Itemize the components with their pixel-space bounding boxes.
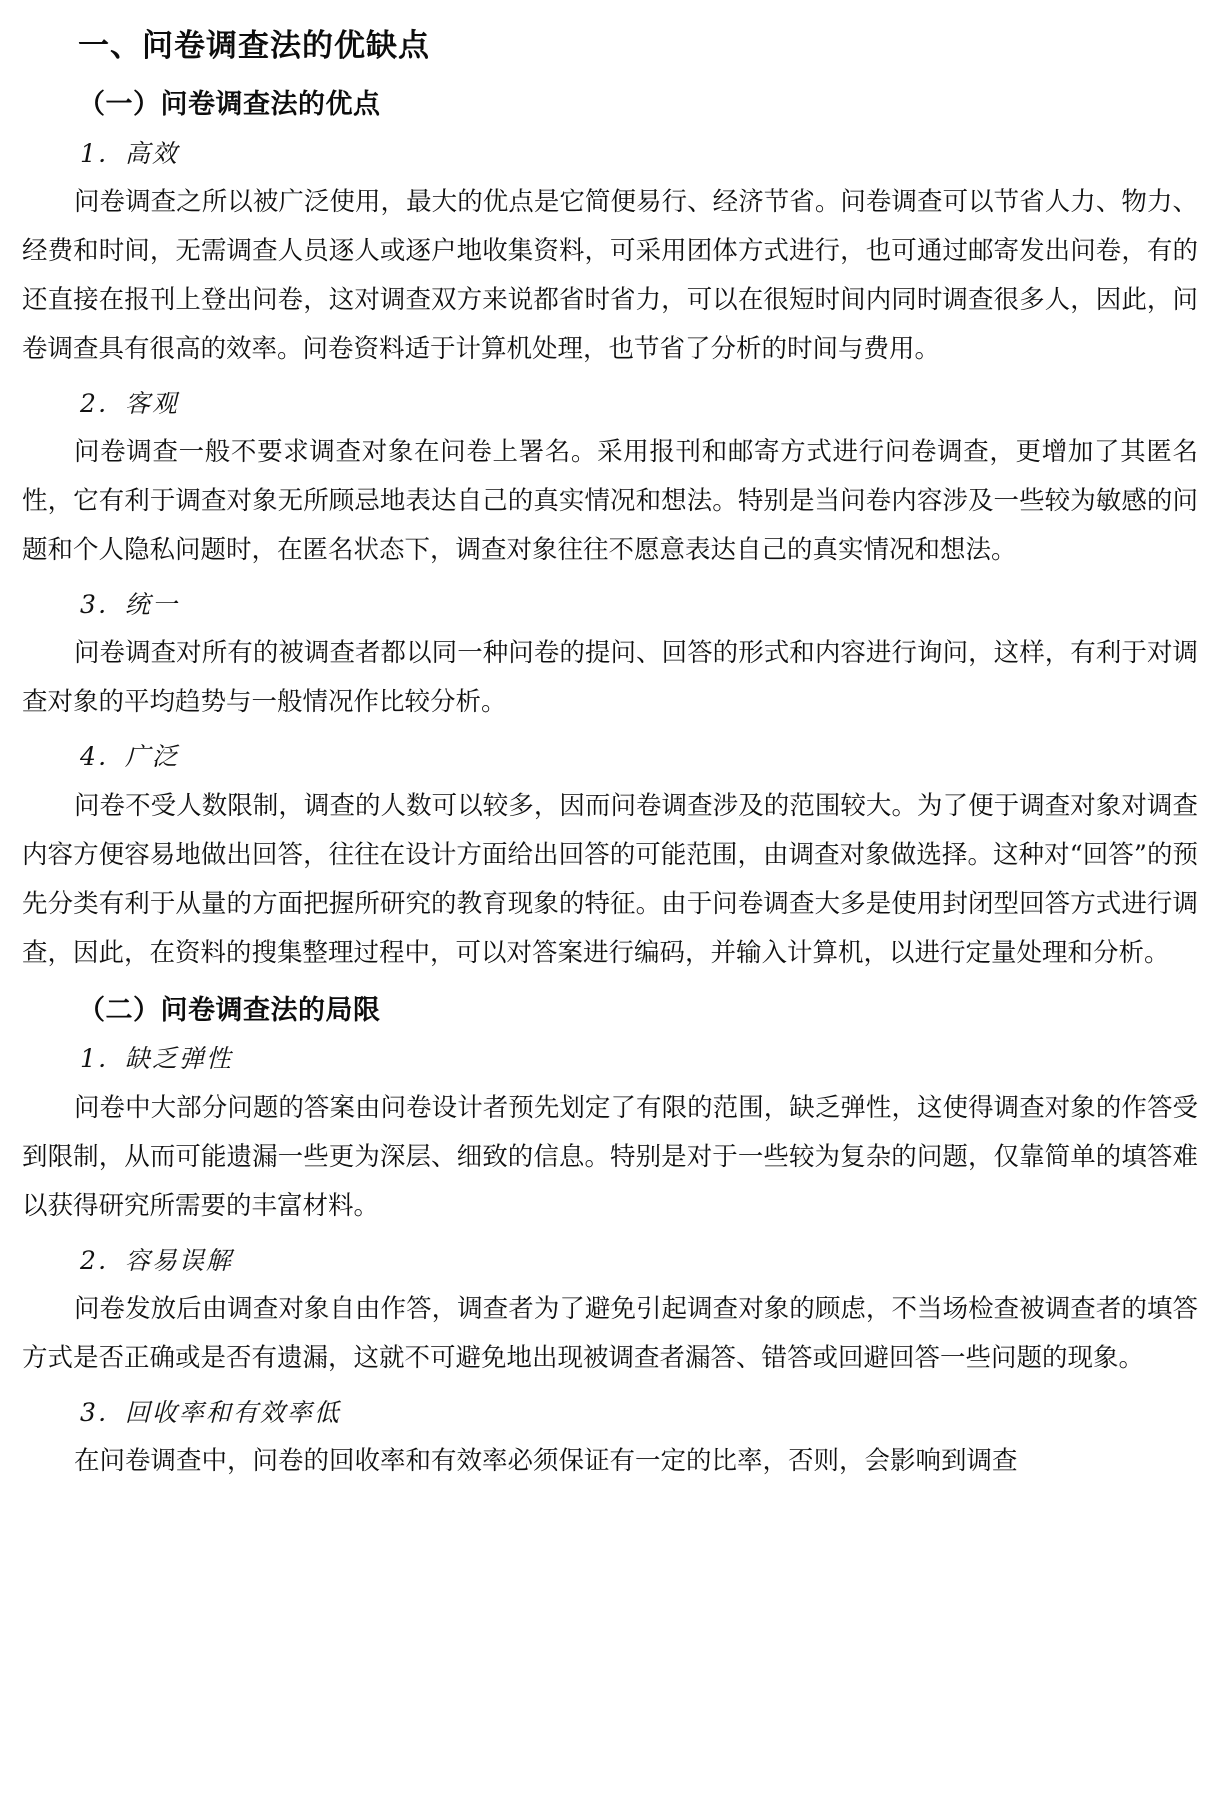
paragraph-lacks-flexibility: 问卷中大部分问题的答案由问卷设计者预先划定了有限的范围，缺乏弹性，这使得调查对象的作答受到限制，从而可能遗漏一些更为深层、细致的信息。特别是对于一些较为复杂的问题，仅靠简单的填答难以获得研究所需要的丰富材料。 [22,1092,1198,1221]
subsection-label-unified: 3．统一 [80,590,179,620]
paragraph-unified: 问卷调查对所有的被调查者都以同一种问卷的提问、回答的形式和内容进行询问，这样，有利于对调查对象的平均趋势与一般情况作比较分析。 [22,638,1198,718]
paragraph-broad: 问卷不受人数限制，调查的人数可以较多，因而问卷调查涉及的范围较大。为了便于调查对象对调查内容方便容易地做出回答，往往在设计方面给出回答的可能范围，由调查对象做选择。这种对“回答”的预先分类有利于从量的方面把握所研究的教育现象的特征。由于问卷调查大多是使用封闭型回答方式进行调查，因此，在资料的搜集整理过程中，可以对答案进行编码，并输入计算机，以进行定量处理和分析。 [22,790,1198,968]
subsection-label-lacks-flexibility: 1．缺乏弹性 [80,1044,233,1074]
subsection-label-objective: 2．客观 [80,388,179,418]
paragraph-misunderstood: 问卷发放后由调查对象自由作答，调查者为了避免引起调查对象的顾虑，不当场检查被调查者的填答方式是否正确或是否有遗漏，这就不可避免地出现被调查者漏答、错答或回避回答一些问题的现象。 [22,1293,1198,1373]
subsection-label-efficient: 1．高效 [80,138,179,168]
section-heading-advantages: （一）问卷调查法的优点 [78,88,381,120]
subsection-label-broad: 4．广泛 [80,742,179,772]
section-heading-limitations: （二）问卷调查法的局限 [78,994,381,1026]
subsection-label-misunderstood: 2．容易误解 [80,1245,233,1275]
paragraph-objective: 问卷调查一般不要求调查对象在问卷上署名。采用报刊和邮寄方式进行问卷调查，更增加了其匿名性，它有利于调查对象无所顾忌地表达自己的真实情况和想法。特别是当问卷内容涉及一些较为敏感的问题和个人隐私问题时，在匿名状态下，调查对象往往不愿意表达自己的真实情况和想法。 [22,437,1198,566]
paragraph-efficient: 问卷调查之所以被广泛使用，最大的优点是它简便易行、经济节省。问卷调查可以节省人力、物力、经费和时间，无需调查人员逐人或逐户地收集资料，可采用团体方式进行，也可通过邮寄发出问卷，有的还直接在报刊上登出问卷，这对调查双方来说都省时省力，可以在很短时间内同时调查很多人，因此，问卷调查具有很高的效率。问卷资料适于计算机处理，也节省了分析的时间与费用。 [22,186,1198,364]
page-title: 一、问卷调查法的优缺点 [78,28,430,64]
subsection-label-low-response-rate: 3．回收率和有效率低 [80,1397,341,1427]
paragraph-low-response-rate: 在问卷调查中，问卷的回收率和有效率必须保证有一定的比率，否则，会影响到调查 [74,1446,1018,1477]
